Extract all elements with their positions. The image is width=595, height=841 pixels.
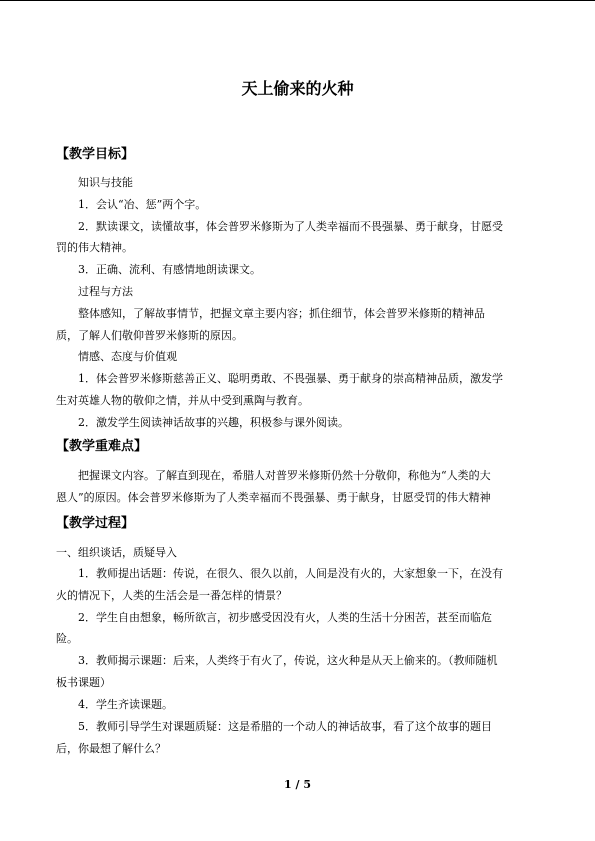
process-item-2-b: 险。 <box>56 632 78 645</box>
process-item-5-b: 后，你最想了解什么？ <box>56 742 166 755</box>
process-step-1: 一、组织谈话，质疑导入 <box>56 546 177 559</box>
goal-k1: 1．会认“冶、惩”两个字。 <box>78 198 207 211</box>
heading-key-points: 【教学重难点】 <box>56 439 148 454</box>
emotion-label: 情感、态度与价值观 <box>78 350 177 363</box>
process-item-2-a: 2．学生自由想象，畅所欲言，初步感受因没有火，人类的生活十分困苦，甚至而临危 <box>78 611 492 624</box>
page-title: 天上偷来的火种 <box>241 79 354 98</box>
knowledge-label: 知识与技能 <box>78 176 133 189</box>
goal-k3: 3．正确、流利、有感情地朗读课文。 <box>78 263 261 276</box>
process-label: 过程与方法 <box>78 285 133 298</box>
process-item-1-a: 1．教师提出话题：传说，在很久、很久以前，人间是没有火的，大家想象一下，在没有 <box>78 567 503 580</box>
process-item-1-b: 火的情况下，人类的生活会是一番怎样的情景？ <box>56 589 287 602</box>
process-item-3-b: 板书课题） <box>56 676 111 689</box>
goal-e1-b: 生对英雄人物的敬仰之情，并从中受到熏陶与教育。 <box>56 394 309 407</box>
goal-p1-b: 质，了解人们敬仰普罗米修斯的原因。 <box>56 329 243 342</box>
heading-process: 【教学过程】 <box>56 516 135 531</box>
goal-k2-b: 罚的伟大精神。 <box>56 241 133 254</box>
heading-goals: 【教学目标】 <box>56 147 135 162</box>
process-item-5-a: 5．教师引导学生对课题质疑：这是希腊的一个动人的神话故事，看了这个故事的题目 <box>78 720 492 733</box>
goal-k2-a: 2．默读课文，读懂故事，体会普罗米修斯为了人类幸福而不畏强暴、勇于献身，甘愿受 <box>78 220 503 233</box>
goal-e2: 2．激发学生阅读神话故事的兴趣，积极参与课外阅读。 <box>78 416 349 429</box>
goal-e1-a: 1．体会普罗米修斯慈善正义、聪明勇敢、不畏强暴、勇于献身的崇高精神品质，激发学 <box>78 372 503 385</box>
page-number: 1 / 5 <box>284 778 311 791</box>
header-rule <box>0 0 595 1</box>
process-item-3-a: 3．教师揭示课题：后来，人类终于有火了，传说，这火种是从天上偷来的。（教师随机 <box>78 654 498 667</box>
key-point-line-1: 把握课文内容。了解直到现在，希腊人对普罗米修斯仍然十分敬仰，称他为“人类的大 <box>78 469 491 482</box>
goal-p1-a: 整体感知，了解故事情节，把握文章主要内容；抓住细节，体会普罗米修斯的精神品 <box>78 307 485 320</box>
process-item-4: 4．学生齐读课题。 <box>78 698 173 711</box>
key-point-line-2: 恩人”的原因。体会普罗米修斯为了人类幸福而不畏强暴、勇于献身，甘愿受罚的伟大精神 <box>56 491 491 504</box>
